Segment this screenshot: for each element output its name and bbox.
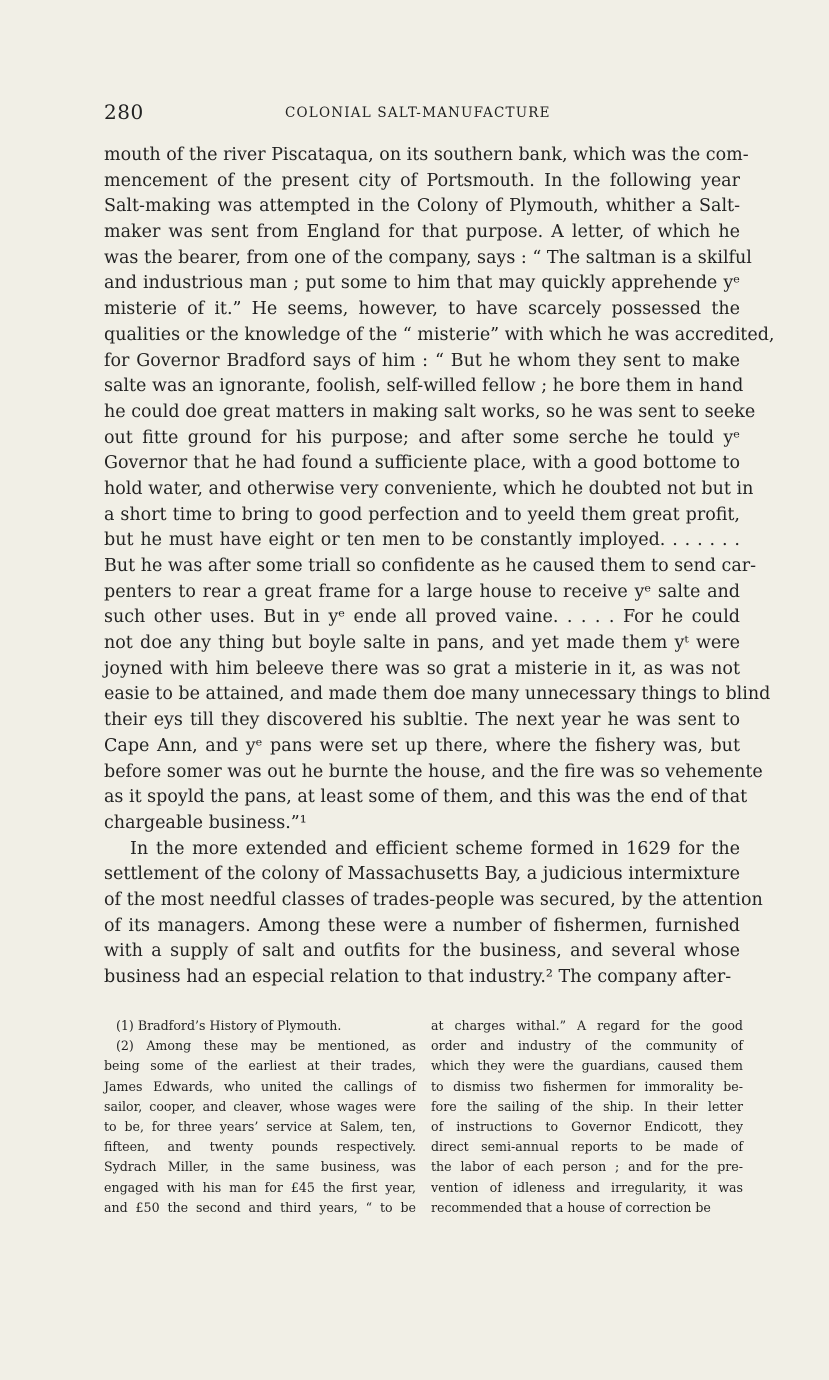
body-line: business had an especial relation to that industry.² The company after- (104, 967, 732, 987)
body-line: before somer was out he burnte the house, and the fire was so vehemente (104, 761, 763, 782)
footnote-line: sailor, cooper, and cleaver, whose wages were (104, 1098, 416, 1114)
running-head: COLONIAL SALT-MANUFACTURE (285, 105, 551, 121)
body-line: a short time to bring to good perfection and to yeeld them great profit, (104, 504, 740, 525)
footnotes-right-column (431, 1016, 743, 1218)
body-line: penters to rear a great frame for a large house to receive yᵉ salte and (104, 581, 740, 602)
footnote-line: recommended that a house of correction be (431, 1199, 711, 1215)
footnote-line: vention of idleness and irregularity, it was (431, 1179, 743, 1195)
body-line: But he was after some triall so confidente as he caused them to send car- (104, 556, 757, 576)
body-line: was the bearer, from one of the company, says : “ The saltman is a skilful (104, 247, 752, 268)
footnote-line: at charges withal.” A regard for the good (431, 1018, 743, 1033)
footnote-line: fore the sailing of the ship. In their letter (431, 1098, 743, 1114)
footnote-line: to dismiss two fishermen for immorality be- (431, 1078, 743, 1094)
body-line: hold water, and otherwise very conveniente, which he doubted not but in (104, 478, 754, 499)
body-line: joyned with him beleeve there was so grat a misterie in it, as was not (104, 658, 740, 679)
body-line: maker was sent from England for that purpose. A letter, of which he (104, 222, 740, 243)
body-line: Cape Ann, and yᵉ pans were set up there, where the fishery was, but (104, 735, 740, 756)
footnote-line: being some of the earliest at their trades, (104, 1058, 416, 1074)
footnote-line: fifteen, and twenty pounds respectively. (104, 1139, 416, 1155)
footnote-line: to be, for three years’ service at Salem, ten, (104, 1118, 416, 1134)
footnotes-left-column (104, 1016, 416, 1218)
body-line: mouth of the river Piscataqua, on its southern bank, which was the com- (104, 145, 749, 165)
body-line: of the most needful classes of trades-people was secured, by the attention (104, 889, 763, 910)
footnote-line: of instructions to Governor Endicott, they (431, 1118, 743, 1134)
body-line: of its managers. Among these were a number of fishermen, furnished (104, 915, 740, 936)
footnote-line: Sydrach Miller, in the same business, was (104, 1159, 416, 1175)
footnote-line: (2) Among these may be mentioned, as (116, 1038, 416, 1054)
body-line: misterie of it.” He seems, however, to have scarcely possessed the (104, 299, 740, 320)
body-line: their eys till they discovered his subltie. The next year he was sent to (104, 710, 740, 731)
body-line: and industrious man ; put some to him that may quickly apprehende yᵉ (104, 273, 740, 294)
body-line: for Governor Bradford says of him : “ But he whom they sent to make (104, 350, 740, 371)
body-line: he could doe great matters in making salt works, so he was sent to seeke (104, 401, 756, 422)
footnote-line: (1) Bradford’s History of Plymouth. (116, 1018, 342, 1033)
body-line: Governor that he had found a sufficiente place, with a good bottome to (104, 453, 740, 474)
footnote-line: order and industry of the community of (431, 1038, 743, 1054)
footnote-line: which they were the guardians, caused them (431, 1058, 743, 1074)
footnote-line: James Edwards, who united the callings of (104, 1078, 416, 1094)
page-number: 280 (104, 100, 144, 124)
body-text (104, 143, 775, 991)
footnote-line: and £50 the second and third years, “ to be (104, 1199, 416, 1215)
page-header (104, 100, 740, 126)
body-line: In the more extended and efficient scheme formed in 1629 for the (130, 838, 740, 859)
body-line: qualities or the knowledge of the “ misterie” with which he was accredited, (104, 324, 775, 345)
body-line: such other uses. But in yᵉ ende all proved vaine. . . . . For he could (104, 607, 740, 628)
body-line: easie to be attained, and made them doe many unnecessary things to blind (104, 684, 771, 705)
body-line: but he must have eight or ten men to be constantly imployed. . . . . . . (104, 530, 740, 551)
body-line: chargeable business.”¹ (104, 812, 307, 833)
footnote-line: direct semi-annual reports to be made of (431, 1139, 743, 1155)
footnote-line: engaged with his man for £45 the first year, (104, 1179, 416, 1195)
body-line: salte was an ignorante, foolish, self-willed fellow ; he bore them in hand (104, 376, 744, 397)
footnote-line: the labor of each person ; and for the pre- (431, 1159, 743, 1175)
body-line: with a supply of salt and outfits for the business, and several whose (104, 941, 740, 962)
body-line: mencement of the present city of Portsmouth. In the following year (104, 170, 740, 191)
body-line: as it spoyld the pans, at least some of them, and this was the end of that (104, 787, 748, 808)
body-line: not doe any thing but boyle salte in pans, and yet made them yᵗ were (104, 633, 740, 654)
body-line: out fitte ground for his purpose; and after some serche he tould yᵉ (104, 427, 740, 448)
body-line: Salt-making was attempted in the Colony of Plymouth, whither a Salt- (104, 196, 740, 217)
body-line: settlement of the colony of Massachusetts Bay, a judicious intermixture (104, 864, 740, 885)
